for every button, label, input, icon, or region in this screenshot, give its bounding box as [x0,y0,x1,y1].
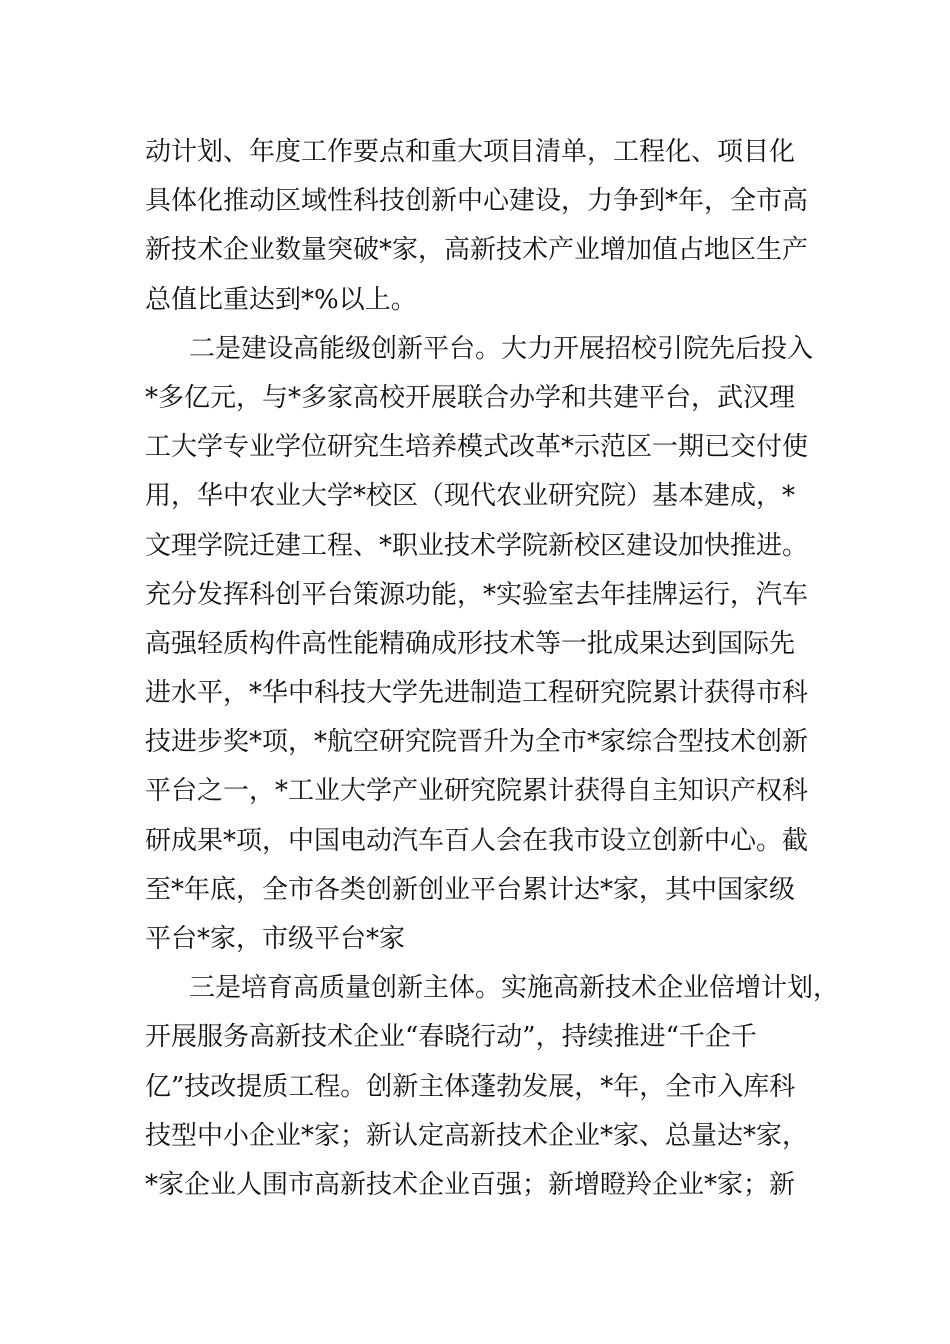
text-line: 总值比重达到*%以上。 [145,284,417,315]
text-line: 至*年底，全市各类创新创业平台累计达*家，其中国家级 [145,874,796,905]
text-line: *多亿元，与*多家高校开展联合办学和共建平台，武汉理 [145,382,796,413]
paragraph-start-line: 三是培育高质量创新主体。实施高新技术企业倍增计划， [189,973,840,1004]
text-line: 亿”技改提质工程。创新主体蓬勃发展，*年，全市入库科 [145,1071,796,1102]
text-line: 工大学专业学位研究生培养模式改革*示范区一期已交付使 [145,432,809,463]
text-line: 平台之一，*工业大学产业研究院累计获得自主知识产权科 [145,776,809,807]
text-line: 充分发挥科创平台策源功能，*实验室去年挂牌运行，汽车 [145,579,809,610]
text-line: 高强轻质构件高性能精确成形技术等一批成果达到国际先 [145,628,796,659]
text-line: *家企业人围市高新技术企业百强；新增瞪羚企业*家；新 [145,1169,796,1200]
text-line: 具体化推动区域性科技创新中心建设，力争到*年，全市高 [145,186,809,217]
text-line: 开展服务高新技术企业“春晓行动”，持续推进“千企千 [145,1022,757,1053]
text-line: 研成果*项，中国电动汽车百人会在我市设立创新中心。截 [145,825,809,856]
text-line: 文理学院迁建工程、*职业技术学院新校区建设加快推进。 [145,530,809,561]
text-line: 技型中小企业*家；新认定高新技术企业*家、总量达*家， [145,1120,809,1151]
text-line: 技进步奖*项，*航空研究院晋升为全市*家综合型技术创新 [145,727,809,758]
text-line: 新技术企业数量突破*家，高新技术产业增加值占地区生产 [145,235,809,266]
text-line: 动计划、年度工作要点和重大项目清单，工程化、项目化 [145,137,796,167]
text-line: 进水平，*华中科技大学先进制造工程研究院累计获得市科 [145,678,809,709]
document-body [145,128,840,1210]
paragraph-start-line: 二是建设高能级创新平台。大力开展招校引院先后投入 [189,333,814,364]
text-line: 用，华中农业大学*校区（现代农业研究院）基本建成，* [145,481,796,512]
text-line: 平台*家，市级平台*家 [145,924,406,954]
